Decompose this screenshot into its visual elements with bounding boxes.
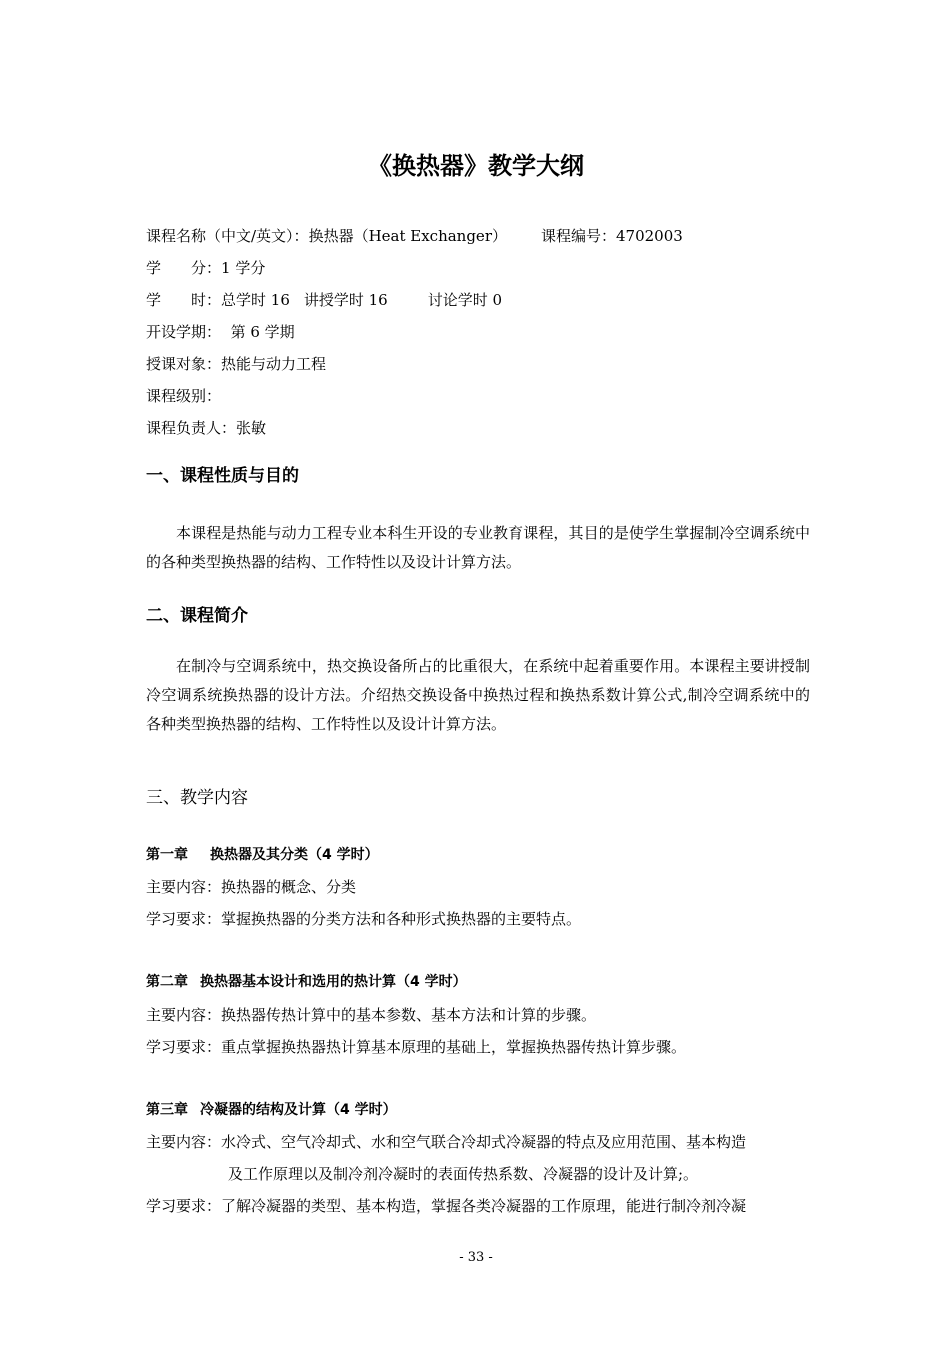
audience-line [146, 354, 326, 374]
audience-value: 热能与动力工程 [221, 355, 327, 373]
chapter-3-requirement [146, 1196, 746, 1216]
chapter-2-number: 第二章 [146, 974, 188, 990]
requirement-text: 掌握换热器的分类方法和各种形式换热器的主要特点。 [221, 910, 582, 928]
level-label: 课程级别： [146, 387, 222, 405]
hours-line [146, 290, 502, 310]
chapter-3-title: 冷凝器的结构及计算（4 学时） [200, 1102, 397, 1118]
chapter-3-number: 第三章 [146, 1102, 188, 1118]
course-code-label: 课程编号： [540, 227, 616, 245]
credit-label: 学 分： [146, 259, 222, 277]
course-name-line [146, 226, 683, 246]
content-text-line1: 水冷式、空气冷却式、水和空气联合冷却式冷凝器的特点及应用范围、基本构造 [221, 1133, 747, 1151]
chapter-2-content [146, 1005, 596, 1025]
chapter-2-requirement [146, 1037, 686, 1057]
hours-label: 学 时： [146, 291, 222, 309]
chapter-2-title: 换热器基本设计和选用的热计算（4 学时） [200, 974, 467, 990]
semester-line [146, 322, 295, 342]
requirement-text: 重点掌握换热器热计算基本原理的基础上，掌握换热器传热计算步骤。 [221, 1038, 687, 1056]
owner-line [146, 418, 266, 438]
chapter-1-number: 第一章 [146, 847, 188, 863]
course-name-label: 课程名称（中文/英文）： [146, 227, 309, 245]
requirement-label: 学习要求： [146, 1038, 222, 1056]
hours-lecture: 讲授学时 16 [303, 291, 388, 309]
level-line [146, 386, 221, 406]
hours-discussion: 讨论学时 0 [427, 291, 503, 309]
content-text: 换热器传热计算中的基本参数、基本方法和计算的步骤。 [221, 1006, 597, 1024]
owner-value: 张敏 [236, 419, 267, 437]
chapter-1-title: 换热器及其分类（4 学时） [210, 847, 379, 863]
credit-line [146, 258, 265, 278]
chapter-3-content [146, 1132, 746, 1152]
section-heading-content: 三、教学内容 [146, 788, 248, 808]
chapter-3-heading [146, 1100, 397, 1120]
hours-total: 总学时 16 [221, 291, 290, 309]
semester-value: 第 6 学期 [230, 323, 295, 341]
content-label: 主要内容： [146, 1006, 222, 1024]
section-nature-text: 本课程是热能与动力工程专业本科生开设的专业教育课程，其目的是使学生掌握制冷空调系统中的各种类型换热器的结构、工作特性以及设计计算方法。 [146, 524, 810, 571]
page-title: 《换热器》教学大纲 [368, 152, 584, 180]
requirement-label: 学习要求： [146, 910, 222, 928]
section-heading-nature: 一、课程性质与目的 [146, 466, 299, 486]
credit-value: 1 学分 [221, 259, 266, 277]
course-code-value: 4702003 [616, 227, 683, 245]
section-intro-text: 在制冷与空调系统中，热交换设备所占的比重很大，在系统中起着重要作用。本课程主要讲授制冷空调系统换热器的设计方法。介绍热交换设备中换热过程和换热系数计算公式,制冷空调系统中的各种类型换热器的结构、工作特性以及设计计算方法。 [146, 657, 810, 733]
content-label: 主要内容： [146, 878, 222, 896]
content-label: 主要内容： [146, 1133, 222, 1151]
chapter-1-content [146, 877, 356, 897]
chapter-1-requirement [146, 909, 581, 929]
owner-label: 课程负责人： [146, 419, 237, 437]
chapter-3-content-continued: 及工作原理以及制冷剂冷凝时的表面传热系数、冷凝器的设计及计算;。 [228, 1165, 699, 1183]
chapter-1-heading [146, 845, 379, 865]
audience-label: 授课对象： [146, 355, 222, 373]
requirement-label: 学习要求： [146, 1197, 222, 1215]
course-name-value: 换热器（Heat Exchanger） [308, 227, 507, 245]
page-number: - 33 - [459, 1250, 493, 1265]
section-heading-intro: 二、课程简介 [146, 606, 248, 626]
requirement-text: 了解冷凝器的类型、基本构造，掌握各类冷凝器的工作原理，能进行制冷剂冷凝 [221, 1197, 747, 1215]
semester-label: 开设学期： [146, 323, 222, 341]
chapter-2-heading [146, 972, 467, 992]
content-text: 换热器的概念、分类 [221, 878, 357, 896]
